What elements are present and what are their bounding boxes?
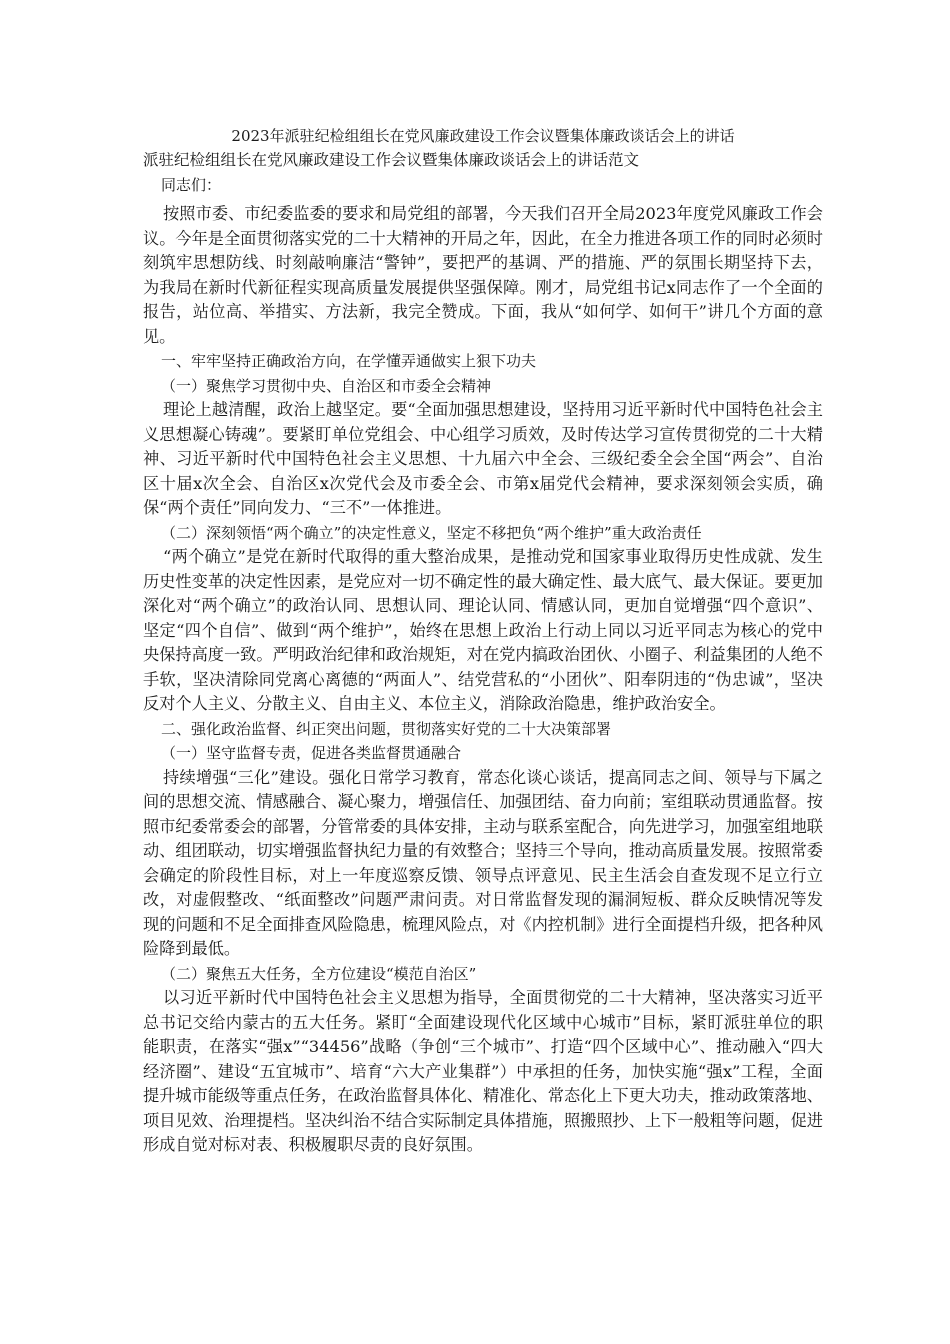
section1-sub2-body: “两个确立”是党在新时代取得的重大整治成果，是推动党和国家事业取得历史性成就、发生历史性变革的决定性因素，是党应对一切不确定性的最大确定性、最大底气、最大保证。要更加深化对“两个确立”的政治认同、思想认同、理论认同、情感认同，更加自觉增强“四个意识”、坚定“四个自信”、做到“两个维护”，始终在思想上政治上行动上同以习近平同志为核心的党中央保持高度一致。严明政治纪律和政治规矩，对在党内搞政治团伙、小圈子、利益集团的人绝不手软，坚决清除同党离心离德的“两面人”、结党营私的“小团伙”、阳奉阴违的“伪忠诚”，坚决反对个人主义、分散主义、自由主义、本位主义，消除政治隐患，维护政治安全。	[143, 547, 823, 713]
section1-sub2-heading: （二）深刻领悟“两个确立”的决定性意义，坚定不移把负“两个维护”重大政治责任	[161, 523, 702, 542]
document-title: 2023年派驻纪检组组长在党风廉政建设工作会议暨集体廉政谈话会上的讲话	[231, 127, 735, 145]
section1-sub1-heading: （一）聚焦学习贯彻中央、自治区和市委全会精神	[161, 376, 492, 395]
document-page	[143, 124, 823, 1158]
section2-sub2-body: 以习近平新时代中国特色社会主义思想为指导，全面贯彻党的二十大精神，坚决落实习近平总书记交给内蒙古的五大任务。紧盯“全面建设现代化区域中心城市”目标，紧盯派驻单位的职能职责，在落实“强x”“34456”战略（争创“三个城市”、打造“四个区域中心”、推动融入“四大经济圈”、建设“五宜城市”、培育“六大产业集群”）中承担的任务，加快实施“强x”工程，全面提升城市能级等重点任务，在政治监督具体化、精准化、常态化上下更大功夫，推动政策落地、项目见效、治理提档。坚决纠治不结合实际制定具体措施，照搬照抄、上下一般粗等问题，促进形成自觉对标对表、积极履职尽责的良好氛围。	[143, 988, 823, 1154]
intro-paragraph: 按照市委、市纪委监委的要求和局党组的部署，今天我们召开全局2023年度党风廉政工作会议。今年是全面贯彻落实党的二十大精神的开局之年，因此，在全力推进各项工作的同时必须时刻筑牢思想防线、时刻敲响廉洁“警钟”，要把严的基调、严的措施、严的氛围长期坚持下去，为我局在新时代新征程实现高质量发展提供坚强保障。刚才，局党组书记x同志作了一个全面的报告，站位高、举措实、方法新，我完全赞成。下面，我从“如何学、如何干”讲几个方面的意见。	[143, 204, 823, 346]
section1-heading: 一、牢牢坚持正确政治方向，在学懂弄通做实上狠下功夫	[161, 352, 537, 370]
section2-sub1-heading: （一）坚守监督专责，促进各类监督贯通融合	[161, 744, 462, 762]
section1-sub1-body: 理论上越清醒，政治上越坚定。要“全面加强思想建设，坚持用习近平新时代中国特色社会主义思想凝心铸魂”。要紧盯单位党组会、中心组学习质效，及时传达学习宣传贯彻党的二十大精神、习近平新时代中国特色社会主义思想、十九届六中全会、三级纪委全会全国“两会”、自治区十届x次全会、自治区x次党代会及市委全会、市第x届党代会精神，要求深刻领会实质，确保“两个责任”同向发力、“三不”一体推进。	[143, 400, 823, 517]
section2-heading: 二、强化政治监督、纠正突出问题，贯彻落实好党的二十大决策部署	[161, 719, 612, 738]
document-subtitle: 派驻纪检组组长在党风廉政建设工作会议暨集体廉政谈话会上的讲话范文	[143, 151, 640, 169]
greeting: 同志们：	[161, 176, 222, 194]
section2-sub2-heading: （二）聚焦五大任务，全方位建设“模范自治区”	[161, 964, 477, 983]
section2-sub1-body: 持续增强“三化”建设。强化日常学习教育，常态化谈心谈话，提高同志之间、领导与下属之间的思想交流、情感融合、凝心聚力，增强信任、加强团结、奋力向前；室组联动贯通监督。按照市纪委常委会的部署，分管常委的具体安排，主动与联系室配合，向先进学习，加强室组地联动、组团联动，切实增强监督执纪力量的有效整合；坚持三个导向，推动高质量发展。按照常委会确定的阶段性目标，对上一年度巡察反馈、领导点评意见、民主生活会自查发现不足立行立改，对虚假整改、“纸面整改”问题严肃问责。对日常监督发现的漏洞短板、群众反映情况等发现的问题和不足全面排查风险隐患，梳理风险点，对《内控机制》进行全面提档升级，把各种风险降到最低。	[143, 767, 823, 958]
